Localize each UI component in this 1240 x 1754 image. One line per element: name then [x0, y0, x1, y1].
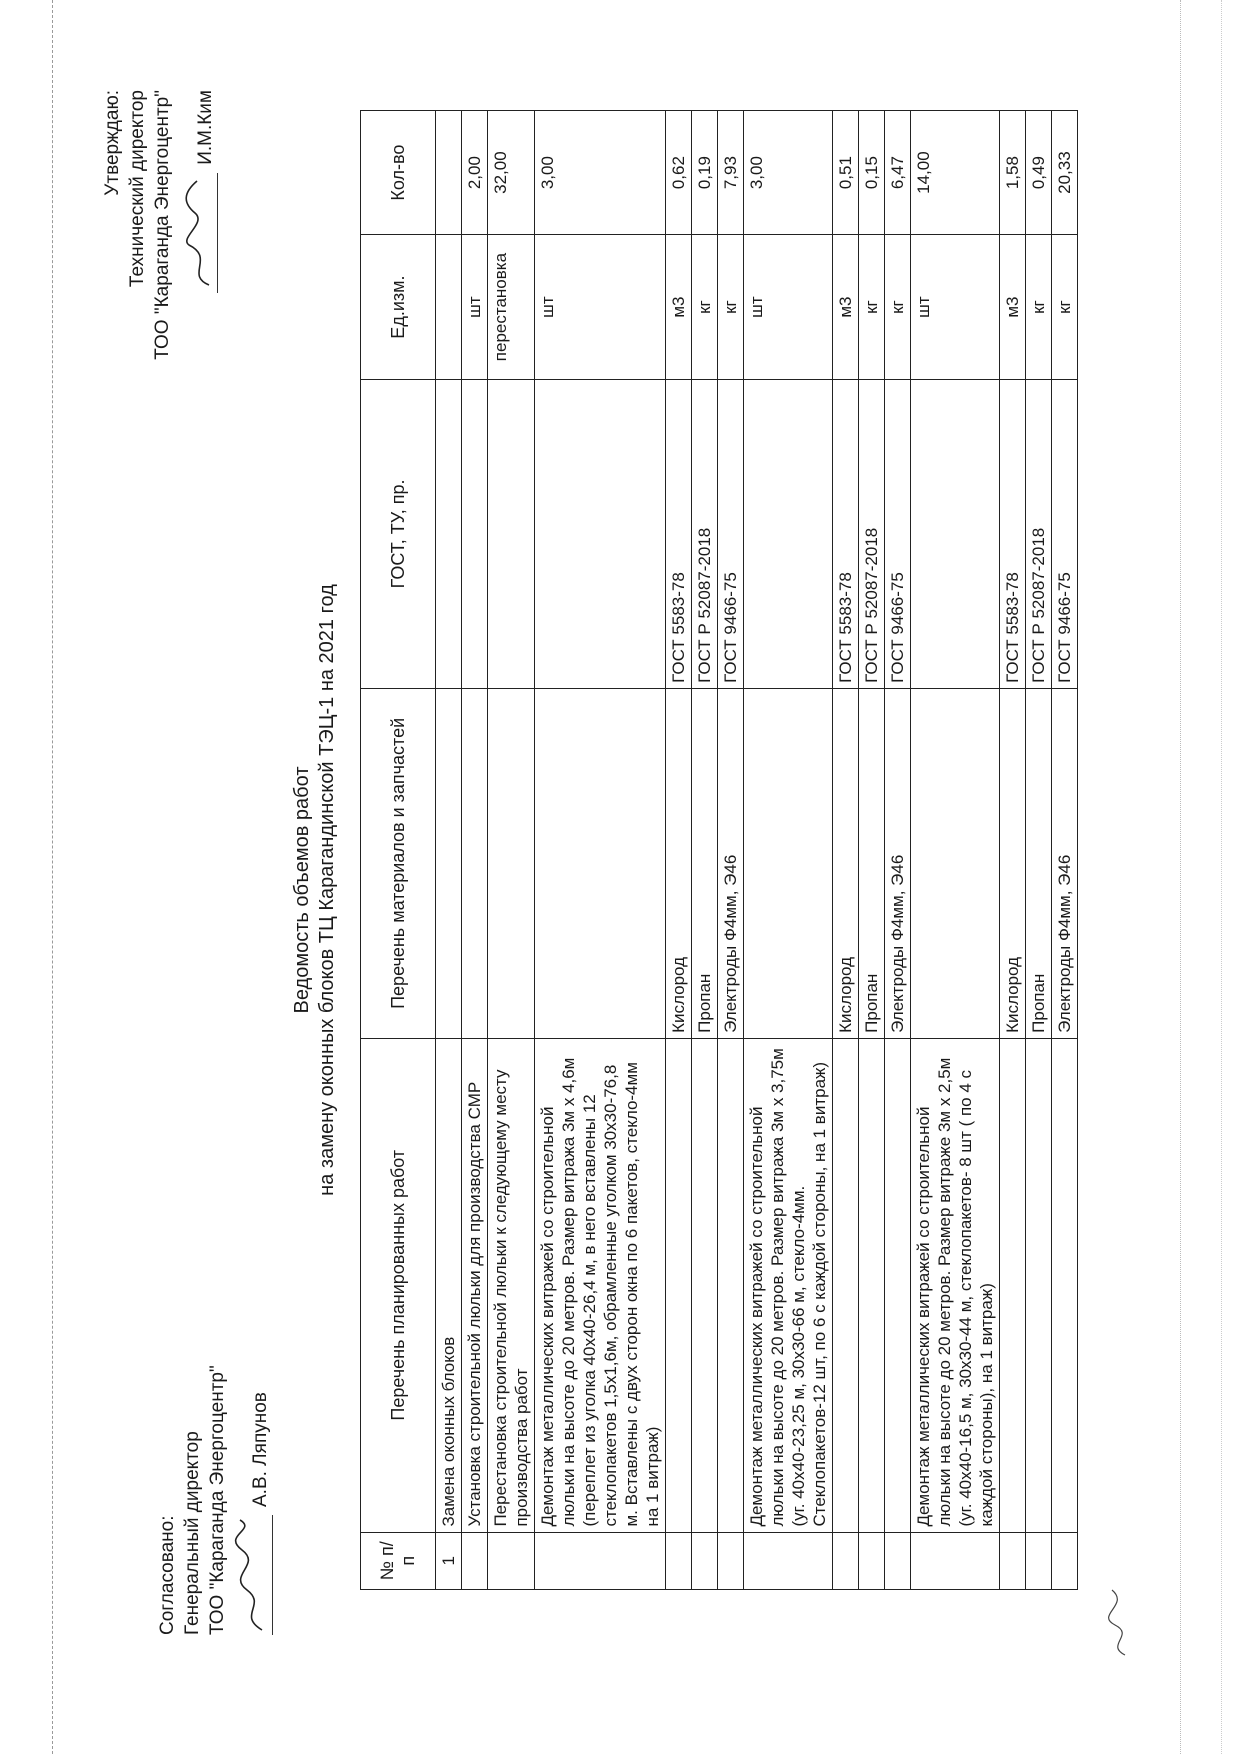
cell-qty: 7,93 [718, 111, 744, 235]
cell-work [885, 1038, 911, 1532]
approved-name: И.М.Ким [195, 90, 216, 165]
cell-work [1000, 1038, 1026, 1532]
cell-unit: шт [911, 235, 1000, 380]
cell-gost: ГОСТ 9466-75 [885, 379, 911, 688]
cell-qty: 14,00 [911, 111, 1000, 235]
cell-num [692, 1532, 718, 1589]
agreed-block [155, 1365, 273, 1635]
cell-unit: кг [718, 235, 744, 380]
cell-gost: ГОСТ 9466-75 [1052, 379, 1078, 688]
header-unit: Ед.изм. [361, 235, 436, 380]
rotated-document [80, 70, 1160, 1690]
cell-qty: 0,62 [666, 111, 692, 235]
approved-company: ТОО "Караганда Энергоцентр" [152, 90, 173, 360]
header-gost: ГОСТ, ТУ, пр. [361, 379, 436, 688]
cell-gost: ГОСТ Р 52087-2018 [859, 379, 885, 688]
approved-position: Технический директор [127, 90, 148, 288]
cell-material: Пропан [859, 688, 885, 1038]
cell-num [488, 1532, 535, 1589]
cell-unit: кг [1026, 235, 1052, 380]
cell-gost [535, 379, 666, 688]
table-row [462, 111, 488, 1590]
cell-work [859, 1038, 885, 1532]
header-num: № п/п [361, 1532, 436, 1589]
agreed-company: ТОО "Караганда Энергоцентр" [207, 1365, 228, 1635]
cell-work [666, 1038, 692, 1532]
header-qty: Кол-во [361, 111, 436, 235]
agreed-position: Генеральный директор [182, 1431, 203, 1635]
works-table [360, 110, 1078, 1590]
cell-unit: кг [1052, 235, 1078, 380]
cell-gost: ГОСТ 5583-78 [833, 379, 859, 688]
table-row [744, 111, 833, 1590]
table-row [1052, 111, 1078, 1590]
table-row [488, 111, 535, 1590]
table-row [718, 111, 744, 1590]
table-body [436, 111, 1078, 1590]
approved-label: Утверждаю: [102, 90, 123, 196]
cell-gost: ГОСТ 5583-78 [1000, 379, 1026, 688]
cell-unit [436, 235, 462, 380]
cell-material [535, 688, 666, 1038]
scan-edge-right [1180, 0, 1222, 1754]
title-line2: на замену оконных блоков ТЦ Карагандинской ТЭЦ-1 на 2021 год [316, 584, 338, 1196]
cell-gost [744, 379, 833, 688]
cell-work [718, 1038, 744, 1532]
approved-block [100, 90, 218, 530]
agreed-name: А.В. Ляпунов [250, 1392, 271, 1507]
table-row [666, 111, 692, 1590]
cell-unit: кг [885, 235, 911, 380]
cell-work [833, 1038, 859, 1532]
table-row [692, 111, 718, 1590]
cell-material: Электроды Ф4мм, Э46 [885, 688, 911, 1038]
cell-qty: 2,00 [462, 111, 488, 235]
cell-gost: ГОСТ 5583-78 [666, 379, 692, 688]
cell-work: Демонтаж металлических витражей со строительной люльки на высоте до 20 метров. Размер витража 3м х 3,75м (уг. 40х40-23,25 м, 30х30-66 м, стекло-4мм. Стеклопакетов-12 шт, по 6 с каждой стороны, на 1 витраж) [744, 1038, 833, 1532]
cell-material: Пропан [1026, 688, 1052, 1038]
cell-gost: ГОСТ 9466-75 [718, 379, 744, 688]
cell-unit: кг [859, 235, 885, 380]
cell-qty [436, 111, 462, 235]
title-line1: Ведомость объемов работ [291, 766, 313, 1014]
cell-num [718, 1532, 744, 1589]
cell-qty: 0,19 [692, 111, 718, 235]
header-work: Перечень планированных работ [361, 1038, 436, 1532]
scan-edge-left [52, 0, 55, 1754]
cell-gost: ГОСТ Р 52087-2018 [692, 379, 718, 688]
cell-gost: ГОСТ Р 52087-2018 [1026, 379, 1052, 688]
cell-qty: 20,33 [1052, 111, 1078, 235]
cell-material: Пропан [692, 688, 718, 1038]
cell-unit: перестановка [488, 235, 535, 380]
cell-num [911, 1532, 1000, 1589]
cell-num [859, 1532, 885, 1589]
cell-work: Установка строительной люльки для производства СМР [462, 1038, 488, 1532]
table-row [911, 111, 1000, 1590]
cell-work [1052, 1038, 1078, 1532]
table-row [833, 111, 859, 1590]
cell-unit: шт [744, 235, 833, 380]
cell-num [1026, 1532, 1052, 1589]
cell-num [535, 1532, 666, 1589]
cell-material [911, 688, 1000, 1038]
cell-unit: кг [692, 235, 718, 380]
cell-work [692, 1038, 718, 1532]
cell-work: Демонтаж металлических витражей со строительной люльки на высоте до 20 метров. Размер витраже 3м х 2,5м (уг. 40х40-16,5 м, 30х30-44 м, стеклопакетов- 8 шт ( по 4 с каждой стороны), на 1 витраж) [911, 1038, 1000, 1532]
cell-work: Перестановка строительной люльки к следующему месту производства работ [488, 1038, 535, 1532]
cell-unit: шт [535, 235, 666, 380]
cell-num [666, 1532, 692, 1589]
cell-work: Демонтаж металлических витражей со строительной люльки на высоте до 20 метров. Размер витража 3м х 4,6м (переплет из уголка 40х40-26,4 м, в него вставлены 12 стеклопакетов 1,5х1,6м, обрамленные уголком 30х30-76,8 м. Вставлены с двух сторон окна по 6 пакетов, стекло-4мм на 1 витраж) [535, 1038, 666, 1532]
agreed-label: Согласовано: [157, 1515, 178, 1635]
cell-unit: м3 [666, 235, 692, 380]
cell-qty: 6,47 [885, 111, 911, 235]
cell-work: Замена оконных блоков [436, 1038, 462, 1532]
cell-material: Кислород [666, 688, 692, 1038]
cell-material: Электроды Ф4мм, Э46 [718, 688, 744, 1038]
agreed-signature [232, 1515, 273, 1635]
cell-material [488, 688, 535, 1038]
cell-num [1000, 1532, 1026, 1589]
cell-work [1026, 1038, 1052, 1532]
cell-num [1052, 1532, 1078, 1589]
cell-material: Электроды Ф4мм, Э46 [1052, 688, 1078, 1038]
cell-num [744, 1532, 833, 1589]
cell-material [462, 688, 488, 1038]
table-row [535, 111, 666, 1590]
cell-gost [488, 379, 535, 688]
table-row [885, 111, 911, 1590]
cell-gost [436, 379, 462, 688]
cell-material [436, 688, 462, 1038]
table-row [1000, 111, 1026, 1590]
table-header-row [361, 111, 436, 1590]
document-title [290, 390, 340, 1390]
cell-num [833, 1532, 859, 1589]
approved-signature [177, 173, 218, 293]
cell-num [885, 1532, 911, 1589]
cell-material [744, 688, 833, 1038]
cell-qty: 1,58 [1000, 111, 1026, 235]
cell-num [462, 1532, 488, 1589]
cell-material: Кислород [833, 688, 859, 1038]
table-row [1026, 111, 1052, 1590]
cell-unit: м3 [833, 235, 859, 380]
cell-qty: 3,00 [744, 111, 833, 235]
cell-qty: 0,51 [833, 111, 859, 235]
cell-qty: 3,00 [535, 111, 666, 235]
cell-gost [911, 379, 1000, 688]
cell-gost [462, 379, 488, 688]
cell-unit: шт [462, 235, 488, 380]
cell-qty: 0,15 [859, 111, 885, 235]
cell-qty: 32,00 [488, 111, 535, 235]
cell-num: 1 [436, 1532, 462, 1589]
table-row [859, 111, 885, 1590]
header-materials: Перечень материалов и запчастей [361, 688, 436, 1038]
cell-qty: 0,49 [1026, 111, 1052, 235]
cell-material: Кислород [1000, 688, 1026, 1038]
cell-unit: м3 [1000, 235, 1026, 380]
bottom-scribble [1100, 1540, 1140, 1660]
table-row [436, 111, 462, 1590]
